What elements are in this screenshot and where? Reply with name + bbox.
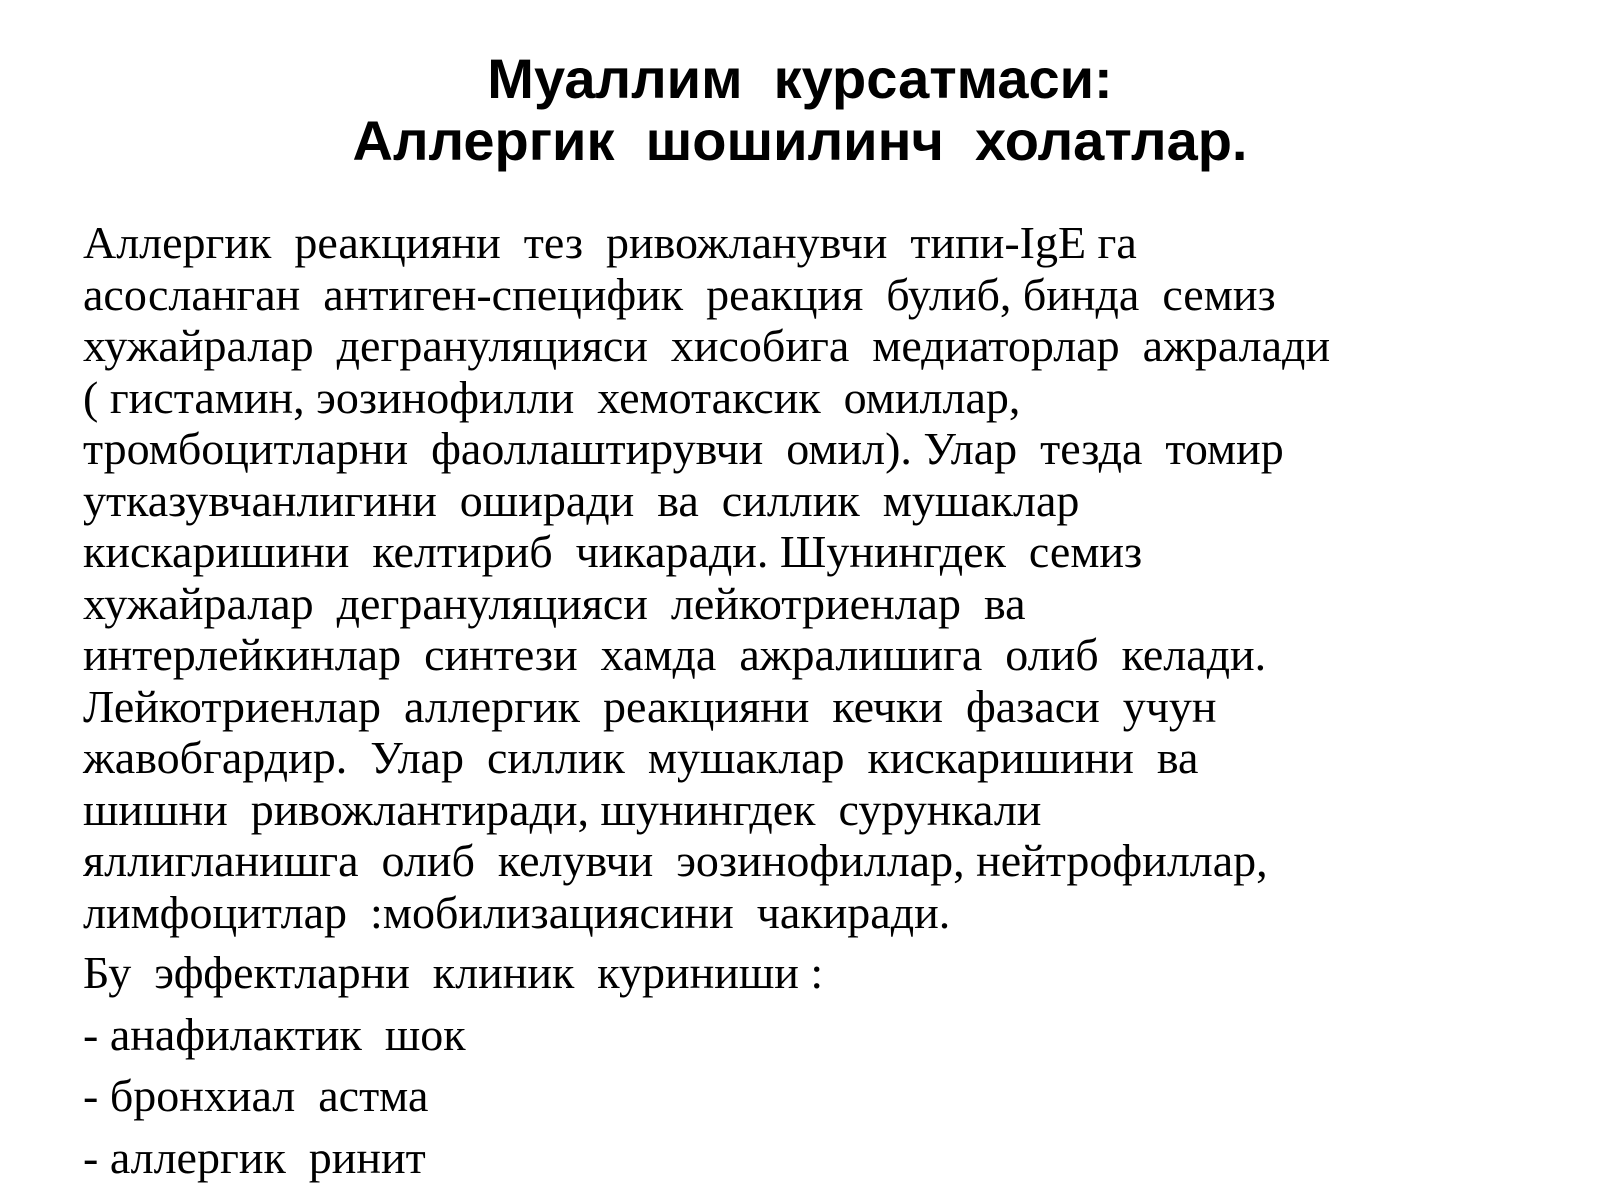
list-item: - аллергик ринит xyxy=(83,1131,426,1183)
paragraph-line: утказувчанлигини оширади ва силлик мушаклар xyxy=(83,474,1080,526)
slide-title xyxy=(0,48,1600,172)
paragraph-line: лимфоцитлар :мобилизациясини чакиради. xyxy=(83,886,951,938)
list-item: - бронхиал астма xyxy=(83,1070,429,1121)
paragraph-line: Аллергик реакцияни тез ривожланувчи типи-IgE га xyxy=(83,217,1137,268)
paragraph-line: интерлейкинлар синтези хамда ажралишига олиб келади. xyxy=(83,629,1267,680)
list-item: - анафилактик шок xyxy=(83,1008,466,1060)
title-line-2: Аллергик шошилинч холатлар. xyxy=(352,109,1248,172)
clinical-list xyxy=(83,1009,1583,1184)
paragraph-line: шишни ривожлантиради, шунингдек сурункали xyxy=(83,783,1042,835)
clinical-intro: Бу эффектларни клиник куриниши : xyxy=(83,947,824,998)
paragraph-line: асосланган антиген-специфик реакция булиб, бинда семиз xyxy=(83,268,1276,320)
paragraph xyxy=(83,217,1583,938)
paragraph-line: Лейкотриенлар аллергик реакцияни кечки фазаси учун xyxy=(83,680,1217,732)
paragraph-line: тромбоцитларни фаоллаштирувчи омил). Улар тезда томир xyxy=(83,423,1284,474)
slide-body xyxy=(83,217,1583,1183)
paragraph-line: хужайралар дегрануляцияси хисобига медиаторлар ажралади xyxy=(83,320,1331,371)
paragraph-line: яллигланишга олиб келувчи эозинофиллар, нейтрофиллар, xyxy=(83,835,1268,886)
paragraph-line: ( гистамин, эозинофилли хемотаксик омиллар, xyxy=(83,371,1021,423)
paragraph-line: кискаришини келтириб чикаради. Шунингдек семиз xyxy=(83,526,1143,577)
paragraph-line: хужайралар дегрануляцияси лейкотриенлар ва xyxy=(83,577,1026,629)
title-line-1: Муаллим курсатмаси: xyxy=(487,47,1113,110)
paragraph-line: жавобгардир. Улар силлик мушаклар кискаришини ва xyxy=(83,732,1199,783)
